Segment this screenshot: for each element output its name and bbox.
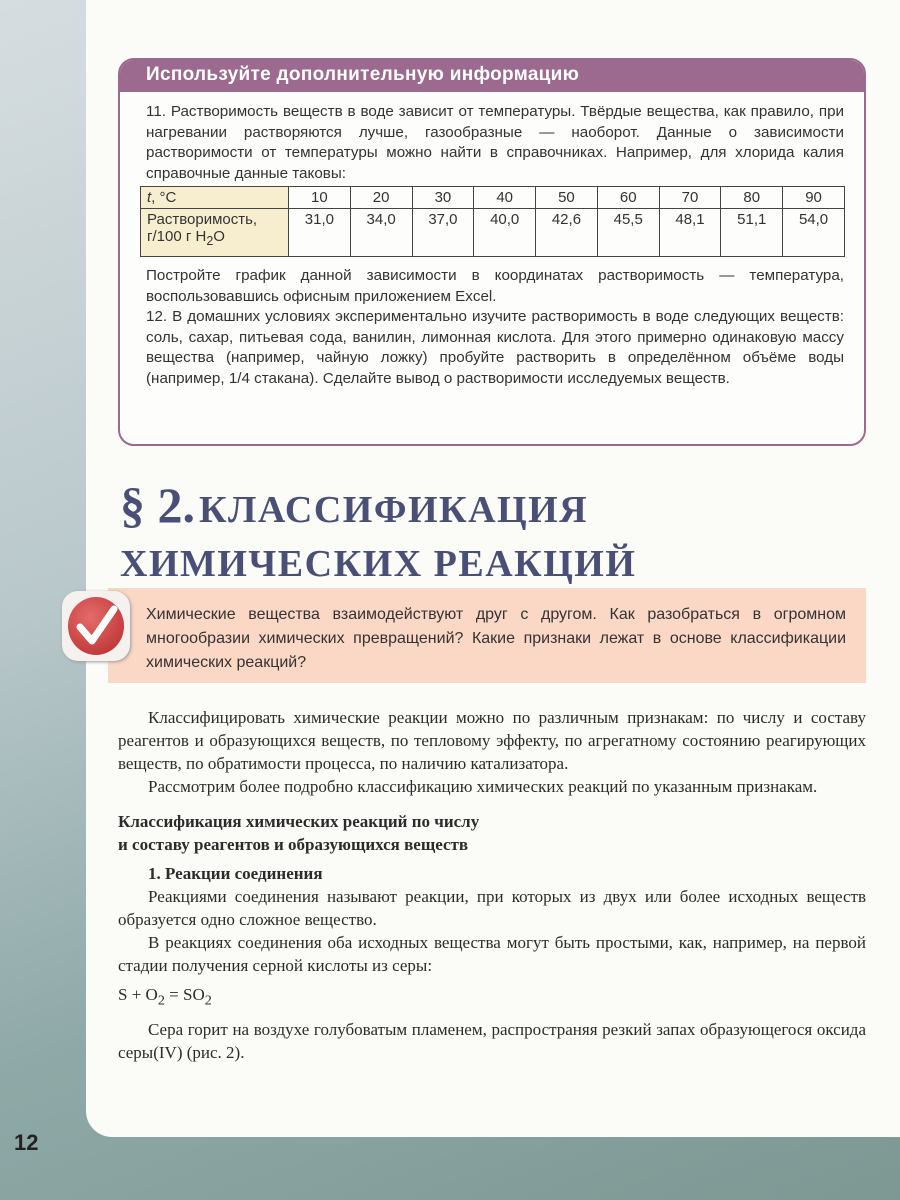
task-11-after: Постройте график данной зависимости в координатах растворимость — температура, воспользовавшись офисным приложением Excel.	[146, 267, 844, 305]
temperature-cell: 90	[783, 187, 845, 209]
solubility-cell: 31,0	[289, 209, 351, 257]
table-row-temperature	[141, 187, 845, 209]
intro-text: Химические вещества взаимодействуют друг с другом. Как разобраться в огромном многообразии химических превращений? Какие признаки лежат в основе классификации химических реакций?	[146, 606, 846, 671]
temperature-cell: 50	[536, 187, 598, 209]
temperature-cell: 30	[412, 187, 474, 209]
main-text	[118, 706, 866, 1064]
solubility-cell: 51,1	[721, 209, 783, 257]
temperature-cell: 80	[721, 187, 783, 209]
solubility-cell: 42,6	[536, 209, 598, 257]
section-title-line1: КЛАССИФИКАЦИЯ	[199, 489, 589, 531]
temperature-cell: 60	[597, 187, 659, 209]
intro-box	[108, 588, 866, 683]
temperature-cell: 70	[659, 187, 721, 209]
fraction: 1/4	[228, 369, 250, 387]
solubility-cell: 34,0	[350, 209, 412, 257]
paragraph: Рассмотрим более подробно классификацию химических реакций по указанным признакам.	[148, 777, 818, 796]
paragraph: В реакциях соединения оба исходных вещества могут быть простыми, как, например, на первой стадии получения серной кислоты из серы:	[118, 933, 866, 975]
solubility-table	[140, 186, 845, 257]
heading-reactions-combination: 1. Реакции соединения	[148, 864, 323, 883]
task-12-text: 12. В домашних условиях экспериментально изучите растворимость в воде следующих веществ: соль, сахар, питьевая сода, ванилин, лимонная кислота. Для этого примерно одинаковую массу вещества (например, чайную ложку) пробуйте растворить в определённом объёме воды (например, 1/4 стакана). Сделайте вывод о растворимости исследуемых веществ.	[146, 308, 844, 387]
solubility-cell: 48,1	[659, 209, 721, 257]
subheading: Классификация химических реакций по числу и составу реагентов и образующихся веществ	[118, 812, 480, 854]
tasks-continued	[146, 266, 844, 389]
temperature-cell: 40	[474, 187, 536, 209]
row-label-solubility: Растворимость, г/100 г $H_2O$	[141, 209, 289, 257]
table-row-solubility	[141, 209, 845, 257]
row-label-temperature: t, °С	[141, 187, 289, 209]
paragraph: Сера горит на воздухе голубоватым пламенем, распространяя резкий запах образующегося оксида серы(IV) (рис. 2).	[118, 1020, 866, 1063]
section-number: § 2.	[120, 477, 195, 533]
section-title-line2: ХИМИЧЕСКИХ РЕАКЦИЙ	[120, 543, 637, 585]
solubility-cell: 45,5	[597, 209, 659, 257]
info-box	[118, 58, 866, 446]
paragraph: Реакциями соединения называют реакции, при которых из двух или более исходных веществ образуется одно сложное вещество.	[118, 887, 866, 929]
solubility-cell: 37,0	[412, 209, 474, 257]
section-title	[120, 477, 637, 595]
page-number: 12	[14, 1130, 39, 1155]
temperature-cell: 10	[289, 187, 351, 209]
task-11-text: 11. Растворимость веществ в воде зависит от температуры. Твёрдые вещества, как правило, при нагревании растворяются лучше, газообразные — наоборот. Данные о зависимости растворимости от температуры можно найти в справочниках. Например, для хлорида калия справочные данные таковы:	[146, 103, 844, 182]
solubility-cell: 40,0	[474, 209, 536, 257]
paragraph: Классифицировать химические реакции можно по различным признакам: по числу и составу реагентов и образующихся веществ, по тепловому эффекту, по агрегатному состоянию реагирующих веществ, по обратимости процесса, по наличию катализатора.	[118, 708, 866, 773]
solubility-cell: 54,0	[783, 209, 845, 257]
equation: $S + O_2 = SO_2$	[118, 985, 212, 1009]
checkmark-icon	[62, 591, 130, 661]
temperature-cell: 20	[350, 187, 412, 209]
info-box-header: Используйте дополнительную информацию	[120, 60, 864, 92]
